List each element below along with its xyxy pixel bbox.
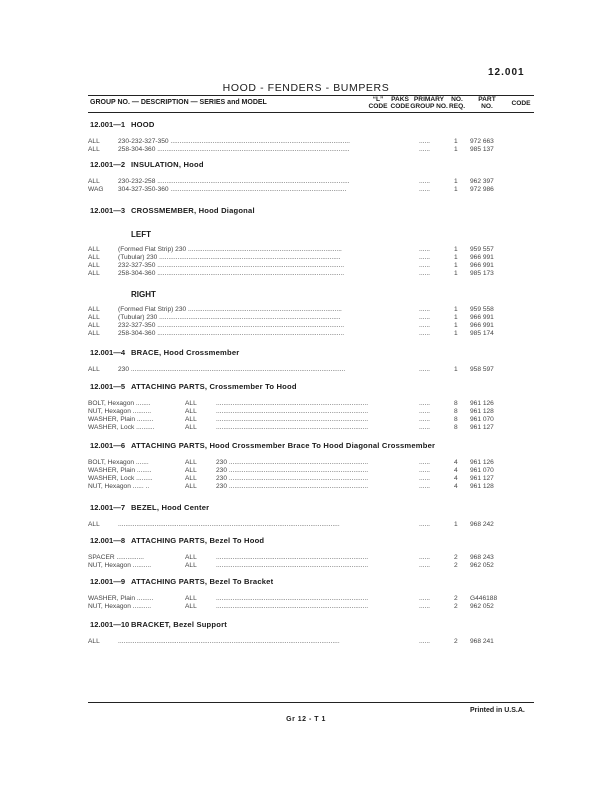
row-description: 230 ............................................................................ <box>216 475 369 483</box>
row-part-number: 966 991 <box>470 322 494 330</box>
part-item: WASHER, Plain ......... <box>88 595 154 602</box>
row-description: 230-232-327-350 .................................................................................................. <box>118 138 350 145</box>
row-part-number: 961 128 <box>470 408 494 416</box>
header-paks-line1: PAKS <box>391 96 409 103</box>
row-description: ................................................................................... <box>216 416 369 424</box>
row-primary-group: ...... <box>419 595 430 602</box>
row-description: ................................................................................... <box>216 554 369 561</box>
part-row <box>88 322 534 330</box>
part-row <box>88 459 534 467</box>
header-l-code-line2: CODE <box>368 103 388 110</box>
row-series: ALL <box>88 246 100 253</box>
row-primary-group: ...... <box>419 254 430 262</box>
section-heading <box>90 577 273 586</box>
header-no-req-line2: REQ. <box>448 103 466 110</box>
section-heading <box>90 120 155 129</box>
row-primary-group: ...... <box>419 562 430 570</box>
header-l-code-line1: “L” <box>372 96 384 103</box>
section-number: 12.001—2 <box>90 160 126 169</box>
part-row <box>88 603 534 611</box>
section-number: 12.001—4 <box>90 348 126 357</box>
row-primary-group: ...... <box>419 306 430 313</box>
row-no-req: 1 <box>454 262 458 270</box>
part-row <box>88 178 534 186</box>
row-no-req: 2 <box>454 554 458 561</box>
section-heading <box>90 382 297 391</box>
header-paks-code <box>388 96 412 110</box>
row-series: ALL <box>185 562 197 570</box>
header-paks-line2: CODE <box>390 103 410 110</box>
row-series: ALL <box>185 459 197 466</box>
row-no-req: 1 <box>454 138 458 145</box>
section-heading <box>90 620 227 629</box>
row-description: 232-327-350 ...................................................................................................... <box>118 262 345 270</box>
part-row <box>88 467 534 475</box>
row-part-number: 958 597 <box>470 366 494 373</box>
row-no-req: 2 <box>454 638 458 645</box>
row-no-req: 1 <box>454 314 458 322</box>
row-primary-group: ...... <box>419 603 430 611</box>
row-description: (Tubular) 230 ................................................................................................... <box>118 314 341 322</box>
row-no-req: 1 <box>454 521 458 528</box>
part-row <box>88 270 534 278</box>
header-code: CODE <box>511 100 531 107</box>
row-primary-group: ...... <box>419 416 430 424</box>
section-number: 12.001—6 <box>90 441 126 450</box>
section-number: 12.001—7 <box>90 503 126 512</box>
row-part-number: 961 126 <box>470 459 494 466</box>
row-no-req: 1 <box>454 306 458 313</box>
footer-rule <box>88 702 534 703</box>
row-series: ALL <box>88 306 100 313</box>
section-number: 12.001—9 <box>90 577 126 586</box>
part-row <box>88 416 534 424</box>
row-no-req: 2 <box>454 595 458 602</box>
part-row <box>88 246 534 254</box>
row-description: 258-304-360 ...................................................................................................... <box>118 270 345 278</box>
section-title: CROSSMEMBER, Hood Diagonal <box>131 206 255 215</box>
row-part-number: 968 242 <box>470 521 494 528</box>
section-heading <box>90 206 255 215</box>
row-primary-group: ...... <box>419 475 430 483</box>
row-primary-group: ...... <box>419 400 430 407</box>
row-no-req: 8 <box>454 400 458 407</box>
part-row <box>88 424 534 432</box>
subsection-label: LEFT <box>131 230 151 239</box>
row-no-req: 4 <box>454 467 458 475</box>
row-primary-group: ...... <box>419 270 430 278</box>
row-no-req: 8 <box>454 408 458 416</box>
part-item: WASHER, Lock .......... <box>88 424 155 432</box>
header-primary-line1: PRIMARY <box>413 96 445 103</box>
row-series: ALL <box>88 638 100 645</box>
section-title: ATTACHING PARTS, Hood Crossmember Brace To Hood Diagonal Crossmember <box>131 441 436 450</box>
row-primary-group: ...... <box>419 638 430 645</box>
row-part-number: G446188 <box>470 595 498 602</box>
row-series: ALL <box>185 483 197 491</box>
row-description: 232-327-350 ...................................................................................................... <box>118 322 345 330</box>
row-description: ................................................................................... <box>216 400 369 407</box>
part-row <box>88 146 534 154</box>
row-series: ALL <box>88 322 100 330</box>
header-part-no <box>472 96 502 110</box>
row-primary-group: ...... <box>419 521 430 528</box>
row-series: ALL <box>185 467 197 475</box>
section-title: ATTACHING PARTS, Crossmember To Hood <box>131 382 297 391</box>
printed-in-usa: Printed in U.S.A. <box>470 707 525 714</box>
row-primary-group: ...... <box>419 483 430 491</box>
row-description: ......................................................................................................................... <box>118 521 340 528</box>
row-part-number: 968 243 <box>470 554 494 561</box>
row-part-number: 961 070 <box>470 416 494 424</box>
row-description: ................................................................................... <box>216 424 369 432</box>
row-series: ALL <box>185 400 197 407</box>
row-description: (Formed Flat Strip) 230 .................................................................................... <box>118 246 342 253</box>
row-description: 230 ............................................................................ <box>216 459 369 466</box>
row-series: ALL <box>185 408 197 416</box>
part-row <box>88 408 534 416</box>
row-series: ALL <box>185 554 197 561</box>
row-primary-group: ...... <box>419 408 430 416</box>
row-no-req: 1 <box>454 254 458 262</box>
section-title: HOOD <box>131 120 155 129</box>
section-heading <box>90 536 264 545</box>
part-row <box>88 554 534 562</box>
row-no-req: 2 <box>454 603 458 611</box>
row-no-req: 8 <box>454 416 458 424</box>
row-part-number: 962 052 <box>470 603 494 611</box>
row-series: ALL <box>88 262 100 270</box>
row-part-number: 961 070 <box>470 467 494 475</box>
header-rule-bottom <box>88 112 534 113</box>
part-row <box>88 186 534 194</box>
header-no-req <box>446 96 468 110</box>
page-title: HOOD - FENDERS - BUMPERS <box>222 82 390 94</box>
part-item: NUT, Hexagon .......... <box>88 562 152 570</box>
row-description: ......................................................................................................................... <box>118 638 340 645</box>
header-part-no-line2: NO. <box>481 103 493 110</box>
row-primary-group: ...... <box>419 330 430 338</box>
section-title: INSULATION, Hood <box>131 160 204 169</box>
row-no-req: 1 <box>454 146 458 154</box>
part-item: NUT, Hexagon .......... <box>88 603 152 611</box>
row-series: ALL <box>185 416 197 424</box>
row-no-req: 1 <box>454 178 458 185</box>
row-series: ALL <box>185 595 197 602</box>
row-series: ALL <box>88 178 100 185</box>
part-row <box>88 306 534 314</box>
row-primary-group: ...... <box>419 178 430 185</box>
row-description: 258-304-360 ......................................................................................................... <box>118 146 350 154</box>
section-number: 12.001—1 <box>90 120 126 129</box>
header-primary-line2: GROUP NO. <box>410 103 448 110</box>
section-number: 12.001—3 <box>90 206 126 215</box>
row-description: 304-327-350-360 ................................................................................................ <box>118 186 347 194</box>
row-part-number: 985 174 <box>470 330 494 338</box>
row-no-req: 1 <box>454 366 458 373</box>
row-part-number: 968 241 <box>470 638 494 645</box>
section-title: BEZEL, Hood Center <box>131 503 210 512</box>
row-primary-group: ...... <box>419 314 430 322</box>
row-part-number: 959 558 <box>470 306 494 313</box>
section-heading <box>90 503 209 512</box>
row-part-number: 961 128 <box>470 483 494 491</box>
part-item: WASHER, Plain ......... <box>88 416 154 424</box>
row-no-req: 4 <box>454 475 458 483</box>
row-part-number: 966 991 <box>470 254 494 262</box>
section-number: 12.001—8 <box>90 536 126 545</box>
row-description: ................................................................................... <box>216 562 369 570</box>
row-part-number: 962 052 <box>470 562 494 570</box>
section-heading <box>90 348 239 357</box>
row-no-req: 1 <box>454 322 458 330</box>
row-series: ALL <box>88 270 100 278</box>
row-primary-group: ...... <box>419 322 430 330</box>
part-row <box>88 483 534 491</box>
part-item: BOLT, Hexagon ........ <box>88 400 151 407</box>
row-series: ALL <box>185 475 197 483</box>
part-item: NUT, Hexagon ...... .. <box>88 483 150 491</box>
row-primary-group: ...... <box>419 366 430 373</box>
row-series: WAG <box>88 186 104 194</box>
row-part-number: 966 991 <box>470 314 494 322</box>
part-row <box>88 521 534 529</box>
row-no-req: 1 <box>454 330 458 338</box>
row-series: ALL <box>185 603 197 611</box>
header-part-no-line1: PART <box>478 96 496 103</box>
row-no-req: 1 <box>454 246 458 253</box>
row-primary-group: ...... <box>419 459 430 466</box>
row-primary-group: ...... <box>419 467 430 475</box>
part-item: WASHER, Lock ......... <box>88 475 153 483</box>
row-part-number: 961 127 <box>470 424 494 432</box>
footer-page-code: Gr 12 - T 1 <box>286 716 326 723</box>
section-title: ATTACHING PARTS, Bezel To Hood <box>131 536 265 545</box>
row-part-number: 961 127 <box>470 475 494 483</box>
header-primary-group <box>410 96 448 110</box>
part-item: NUT, Hexagon .......... <box>88 408 152 416</box>
row-no-req: 1 <box>454 186 458 194</box>
row-description: 258-304-360 ...................................................................................................... <box>118 330 345 338</box>
part-row <box>88 138 534 146</box>
part-row <box>88 562 534 570</box>
row-description: 230 ............................................................................ <box>216 467 369 475</box>
row-series: ALL <box>88 314 100 322</box>
header-no-req-line1: NO. <box>451 96 463 103</box>
section-title: ATTACHING PARTS, Bezel To Bracket <box>131 577 274 586</box>
section-heading <box>90 441 435 450</box>
part-row <box>88 314 534 322</box>
row-part-number: 972 663 <box>470 138 494 145</box>
part-row <box>88 595 534 603</box>
subsection-label: RIGHT <box>131 290 156 299</box>
row-description: ................................................................................... <box>216 595 369 602</box>
section-number: 12.001—10 <box>90 620 130 629</box>
row-series: ALL <box>185 424 197 432</box>
row-series: ALL <box>88 521 100 528</box>
row-description: ................................................................................... <box>216 408 369 416</box>
part-item: BOLT, Hexagon ....... <box>88 459 149 466</box>
row-no-req: 1 <box>454 270 458 278</box>
row-series: ALL <box>88 146 100 154</box>
row-primary-group: ...... <box>419 246 430 253</box>
row-part-number: 961 126 <box>470 400 494 407</box>
section-title: BRACE, Hood Crossmember <box>131 348 240 357</box>
row-series: ALL <box>88 138 100 145</box>
row-primary-group: ...... <box>419 554 430 561</box>
part-item: SPACER ............... <box>88 554 144 561</box>
row-no-req: 4 <box>454 483 458 491</box>
part-item: WASHER, Plain ........ <box>88 467 152 475</box>
row-description: 230-232-258 ......................................................................................................... <box>118 178 350 185</box>
row-primary-group: ...... <box>419 186 430 194</box>
row-part-number: 985 173 <box>470 270 494 278</box>
row-primary-group: ...... <box>419 146 430 154</box>
row-part-number: 966 991 <box>470 262 494 270</box>
section-number: 12.001—5 <box>90 382 126 391</box>
part-row <box>88 254 534 262</box>
row-no-req: 8 <box>454 424 458 432</box>
row-series: ALL <box>88 366 100 373</box>
row-description: 230 ............................................................................ <box>216 483 369 491</box>
row-series: ALL <box>88 254 100 262</box>
row-primary-group: ...... <box>419 424 430 432</box>
row-series: ALL <box>88 330 100 338</box>
row-description: 230 ..................................................................................................................... <box>118 366 346 373</box>
part-row <box>88 475 534 483</box>
page-number: 12.001 <box>488 67 525 78</box>
row-primary-group: ...... <box>419 262 430 270</box>
section-heading <box>90 160 204 169</box>
row-part-number: 985 137 <box>470 146 494 154</box>
row-description: (Formed Flat Strip) 230 .................................................................................... <box>118 306 342 313</box>
row-description: ................................................................................... <box>216 603 369 611</box>
part-row <box>88 400 534 408</box>
header-description: GROUP NO. — DESCRIPTION — SERIES and MODEL <box>90 99 267 106</box>
row-part-number: 972 986 <box>470 186 494 194</box>
part-row <box>88 638 534 646</box>
row-part-number: 959 557 <box>470 246 494 253</box>
row-part-number: 962 397 <box>470 178 494 185</box>
header-l-code <box>368 96 388 110</box>
part-row <box>88 262 534 270</box>
row-primary-group: ...... <box>419 138 430 145</box>
row-no-req: 2 <box>454 562 458 570</box>
row-description: (Tubular) 230 ................................................................................................... <box>118 254 341 262</box>
row-no-req: 4 <box>454 459 458 466</box>
part-row <box>88 330 534 338</box>
section-title: BRACKET, Bezel Support <box>131 620 227 629</box>
part-row <box>88 366 534 374</box>
